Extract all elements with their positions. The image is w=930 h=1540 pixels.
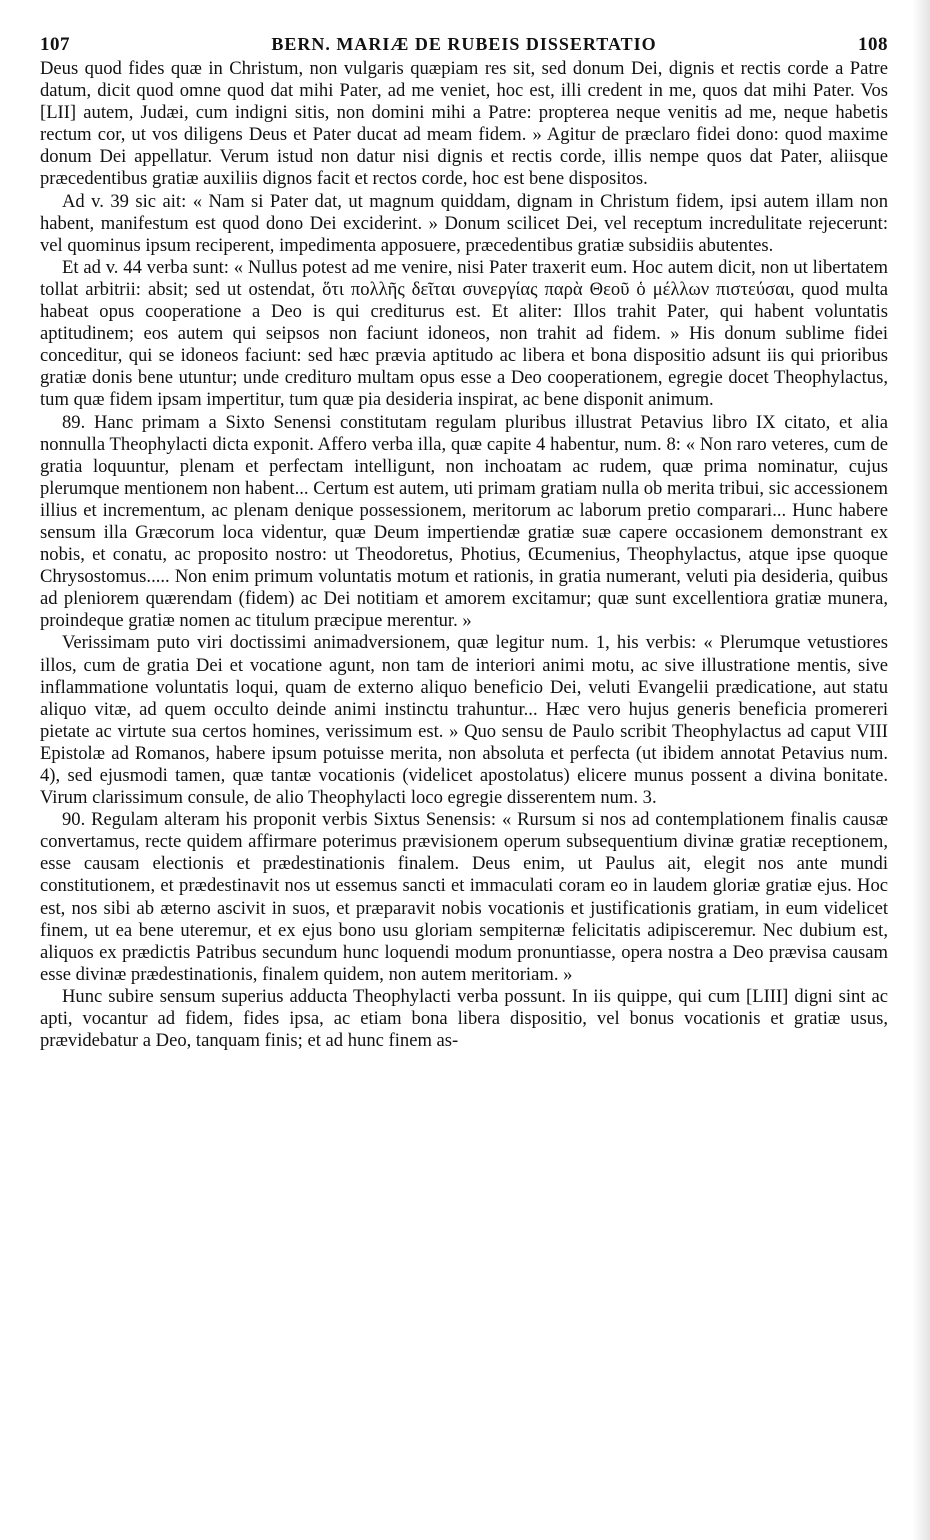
- running-title: BERN. MARIÆ DE RUBEIS DISSERTATIO: [271, 34, 657, 54]
- paragraph-90: 90. Regulam alteram his proponit verbis Sixtus Senensis: « Rursum si nos ad contemplationem finalis causæ convertamus, recte quidem affirmare poterimus prævisionem operum subsequentium divinæ gratiæ receptionem, esse causam electionis et prædestinationis finalem. Deus enim, ut Paulus ait, elegit nos ante mundi constitutionem, et prædestinavit nos ut essemus sancti et immaculati coram eo in laudem gloriæ gratiæ ejus. Hoc est, nos sibi ab æterno ascivit in suos, et præparavit nobis vocationis et justificationis gratiam, in eum videlicet finem, ut ea bene uteremur, et ex ejus bono usu gloriam sempiternæ felicitatis adipisceremur. Nec dubium est, aliquos ex prædictis Patribus secundum hunc loquendi modum pronuntiasse, opera nostra a Deo prævisa causam esse divinæ prædestinationis, finalem quidem, non autem meritoriam. »: [40, 809, 888, 985]
- running-header: [40, 34, 888, 56]
- paragraph-hunc-subire: Hunc subire sensum superius adducta Theophylacti verba possunt. In iis quippe, qui cum [LIII] digni sint ac apti, vocantur ad fidem, fides ipsa, ac etiam bona libera dispositio, vel bonus vocationis et gratiæ usus, prævidebatur a Deo, tanquam finis; et ad hunc finem as-: [40, 985, 888, 1052]
- paragraph-v44: Et ad v. 44 verba sunt: « Nullus potest ad me venire, nisi Pater traxerit eum. Hoc autem dicit, non ut libertatem tollat arbitrii: absit; sed ut ostendat, ὅτι πολλῆς δεῖται συνεργίας παρὰ Θεοῦ ὁ μέλλων πιστεύσαι, quod multa habeat opus cooperatione a Deo is qui crediturus est. Et aliter: Illos trahit Pater, qui habent voluntatis aptitudinem; eos autem qui seipsos non faciunt idoneos, non trahit ad fidem. » His donum sublime fidei conceditur, qui se idoneos faciunt: sed hæc prævia aptitudo ac libera et bona dispositio adsunt iis qui prioribus gratiæ donis bene utuntur; unde credituro multam opus esse a Deo cooperationem, egregie docet Theophylactus, tum quæ fidem ipsam impertitur, tum quæ pia desideria inspirat, ac bene disponit animum.: [40, 256, 888, 411]
- paragraph-89: 89. Hanc primam a Sixto Senensi constitutam regulam pluribus illustrat Petavius libro IX citato, et alia nonnulla Theophylacti dicta exponit. Affero verba illa, quæ capite 4 habentur, num. 8: « Non raro veteres, cum de gratia loquuntur, plenam et perfectam intelligunt, non inchoatam ac rudem, quæ prima nominatur, cujus plerumque mentionem non habent... Certum est autem, uti primam gratiam nulla ob merita tribui, sic accessionem illius et incrementum, ac plenam denique possessionem, meritorum ac laborum pretio comparari... Hunc habere sensum illa Græcorum loca videntur, quæ Deum impertiendæ gratiæ suæ capere occasionem demonstrant ex nobis, et conatu, ac proposito nostro: ut Theodoretus, Photius, Œcumenius, Theophylactus, atque ipse quoque Chrysostomus..... Non enim primum voluntatis motum et rationis, in gratia numerant, veluti pia desideria, quibus ad pleniorem quærendam (fidem) ac Dei notitiam et amorem excitamur; quæ sunt excellentiora gratiæ munera, proindeque gratiæ nomen ac titulum præcipue merentur. »: [40, 411, 888, 632]
- page-body: [40, 58, 888, 1052]
- page-edge-shadow: [912, 0, 930, 1540]
- left-page-number: 107: [40, 34, 70, 55]
- paragraph-continuation: Deus quod fides quæ in Christum, non vulgaris quæpiam res sit, sed donum Dei, dignis et rectis corde a Patre datum, dicit quod omne quod dat mihi Pater, ad me veniet, hoc est, illi credent in me, quos dat mihi Pater. Vos [LII] autem, Judæi, cum indigni sitis, non domini mihi a Patre: propterea neque venitis ad me, neque habetis rectum cor, ut vos diligens Deus et Pater ducat ad meam fidem. » Agitur de præclaro fidei dono: quod maxime donum Dei appellatur. Verum istud non datur nisi dignis et rectis corde, illis nempe quos dat Pater, aliisque præcedentibus gratiæ auxiliis dignos facit et rectos corde, hoc est bene dispositos.: [40, 58, 888, 190]
- right-page-number: 108: [858, 34, 888, 55]
- paragraph-v39: Ad v. 39 sic ait: « Nam si Pater dat, ut magnum quiddam, dignam in Christum fidem, ipsi autem illam non habent, manifestum est quod dono Dei exciderint. » Donum scilicet Dei, vel receptum incredulitate rejecerunt: vel quominus ipsum reciperent, impedimenta apposuere, præcedentibus gratiæ subsidiis abutentes.: [40, 190, 888, 256]
- paragraph-verissimam: Verissimam puto viri doctissimi animadversionem, quæ legitur num. 1, his verbis: « Plerumque vetustiores illos, cum de gratia Dei et vocatione agunt, non tam de interiori animi motu, ac sive illustratione mentis, sive inflammatione voluntatis loqui, quam de externo aliquo beneficio Dei, veluti Evangelii prædicatione, aut statu aliquo vitæ, ad quem occulto deinde animi instinctu trahuntur... Hæc vero hujus generis beneficia promereri pietate ac virtute sua certos homines, verissimum est. » Quo sensu de Paulo scribit Theophylactus ad caput VIII Epistolæ ad Romanos, habere ipsum potuisse merita, non absoluta et perfecta (ut ibidem annotat Petavius num. 4), sed ejusmodi tamen, quæ tantæ vocationis (videlicet apostolatus) elicere munus possent a divina bonitate. Virum clarissimum consule, de alio Theophylacti loco egregie disserentem num. 3.: [40, 632, 888, 809]
